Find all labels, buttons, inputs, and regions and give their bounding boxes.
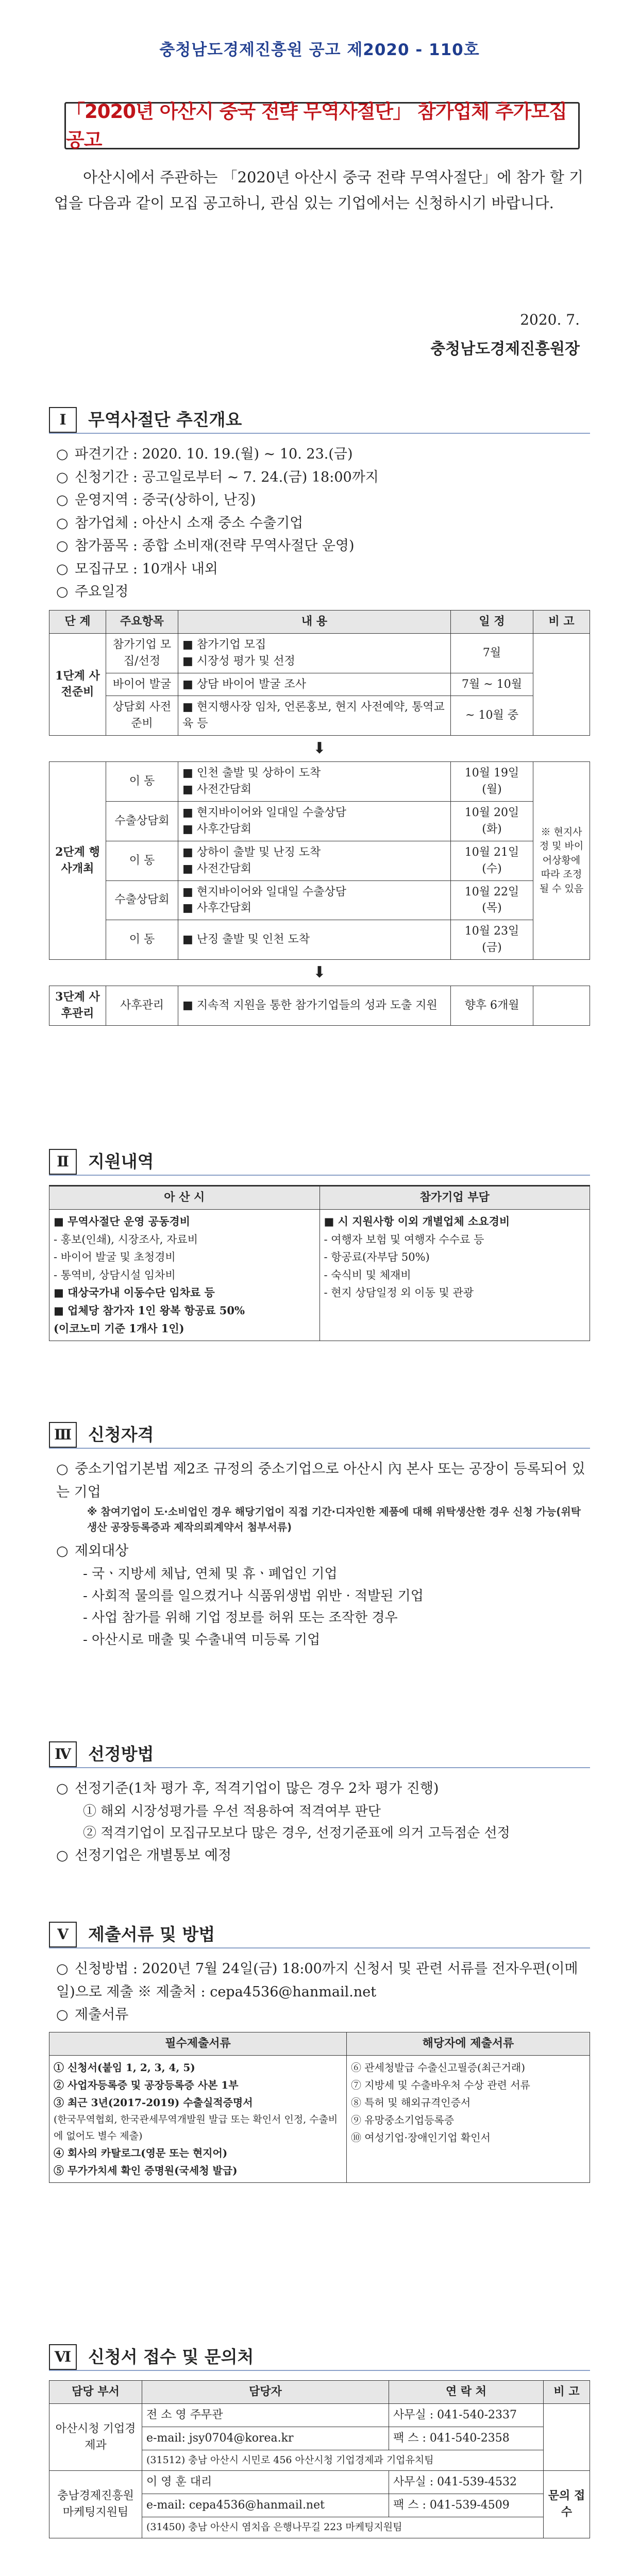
title-box bbox=[64, 102, 580, 149]
schedule-table-pre: 단 계 주요항목 내 용 일 정 비 고 1단계 사전준비 참가기업 모집/선정 ■ 참가기업 모집 ■ 시장성 평가 및 선정 7월 바이어 발굴 ■ 상담 바이어 발굴 조사 7월 ~ 10월 상담회 사전준비 ■ 현지행사장 임차, 언론홍보, 현지 사전예약, 통역교육 등 ~ 10월 중 bbox=[49, 610, 590, 736]
documents-table: 필수제출서류 해당자에 제출서류 ① 신청서(붙임 1, 2, 3, 4, 5) ② 사업자등록증 및 공장등록증 사본 1부 ③ 최근 3년(2017-2019) 수출실적증명서 (한국무역협회, 한국관세무역개발원 발급 또는 확인서 인정, 수출비에 없어도 별수 제출) ④ 회사의 카탈로그(영문 또는 현지어) ⑤ 무가가치세 확인 증명원(국세청 발급) ⑥ 관세청발급 수출신고필증(최근거래) ⑦ 지방세 및 수출바우처 수상 관련 서류 ⑧ 특허 및 해외규격인증서 ⑨ 유망중소기업등록증 ⑩ 여성기업·장애인기업 확인서 bbox=[49, 2032, 590, 2183]
support-table: 아 산 시 참가기업 부담 ■ 무역사절단 운영 공동경비 - 홍보(인쇄), 시장조사, 자료비 - 바이어 발굴 및 초청경비 - 통역비, 상담시설 임차비 ■ 대상국가내 이동수단 임차료 등 ■ 업체당 참가자 1인 왕복 항공료 50% (이코노미 기준 1개사 1인) ■ 시 지원사항 이외 개별업체 소요경비 - 여행자 보험 및 여행자 수수료 등 - 항공료(자부담 50%) - 숙식비 및 체재비 - 현지 상담일정 외 이동 및 관광 bbox=[49, 1185, 590, 1341]
contact-table: 담당 부서 담당자 연 락 처 비 고 아산시청 기업경제과 전 소 영 주무관 사무실 : 041-540-2337 e-mail: jsy0704@korea.kr 팩 스 : 041-540-2358 (31512) 충남 아산시 시민로 456 아산시청 기업경제과 기업유치팀 충남경제진흥원 마케팅지원팀 이 영 훈 대리 사무실 : 041-539-4532 문의 접수 e-mail: cepa4536@hanmail.net 팩 스 : 041-539-4509 (31450) 충남 아산시 염치읍 은행나무길 223 마케팅지원팀 bbox=[49, 2380, 590, 2538]
section-number: Ⅵ bbox=[49, 2344, 77, 2370]
section-header bbox=[49, 1741, 590, 1768]
section-title: 신청자격 bbox=[88, 1425, 154, 1445]
section-number: Ⅰ bbox=[49, 407, 77, 433]
page-title: 「2020년 아산시 중국 전략 무역사절단」 참가업체 추가모집 공고 bbox=[66, 100, 567, 151]
notice-number: 충청남도경제진흥원 공고 제2020 - 110호 bbox=[159, 41, 480, 59]
stage-label: 3단계 사후관리 bbox=[49, 986, 106, 1026]
section-title: 선정방법 bbox=[88, 1744, 154, 1765]
bullet-item: ○ 주요일정 bbox=[56, 584, 129, 600]
section-title: 무역사절단 추진개요 bbox=[88, 410, 242, 430]
bullet-item: ○ 모집규모 : 10개사 내외 bbox=[56, 561, 218, 577]
section-header bbox=[49, 1149, 590, 1176]
contact-email[interactable]: e-mail: jsy0704@korea.kr bbox=[142, 2427, 389, 2450]
bullet-item: ○ 신청기간 : 공고일로부터 ~ 7. 24.(금) 18:00까지 bbox=[56, 469, 379, 485]
bullet-item: ○ 파견기간 : 2020. 10. 19.(월) ~ 10. 23.(금) bbox=[56, 446, 353, 462]
section-documents: Ⅴ 제출서류 및 방법 ○ 신청방법 : 2020년 7월 24일(금) 18:00까지 신청서 및 관련 서류를 전자우편(이메일)으로 제출 ※ 제출처 : cepa4536@hanmail.net ○ 제출서류 필수제출서류 해당자에 제출서류 ① 신청서(붙임 1, 2, 3, 4, 5) ② 사업자등록증 및 공장등록증 사본 1부 ③ 최근 3년(2017-2019) 수출실적증명서 (한국무역협회, 한국관세무역개발원 발급 또는 확인서 인정, 수출비에 없어도 별수 제출) ④ 회사의 카탈로그(영문 또는 현지어) ⑤ 무가가치세 확인 증명원(국세청 발급) ⑥ 관세청발급 수출신고필증(최근거래) ⑦ 지방세 및 수출바우처 수상 관련 서류 ⑧ 특허 및 해외규격인증서 ⑨ 유망중소기업등록증 ⑩ 여성기업·장애인기업 확인서 bbox=[49, 1922, 590, 2183]
section-title: 신청서 접수 및 문의처 bbox=[88, 2347, 254, 2367]
notice-date: 2020. 7. bbox=[520, 311, 580, 328]
issuer: 충청남도경제진흥원장 bbox=[430, 340, 580, 358]
section-overview bbox=[49, 407, 590, 1026]
section-header bbox=[49, 1422, 590, 1449]
arrow-down-icon: ⬇ bbox=[313, 963, 326, 982]
section-number: Ⅴ bbox=[49, 1922, 77, 1947]
contact-email[interactable]: e-mail: cepa4536@hanmail.net bbox=[142, 2494, 389, 2517]
section-eligibility: Ⅲ 신청자격 ○ 중소기업기본법 제2조 규정의 중소기업으로 아산시 內 본사 또는 공장이 등록되어 있는 기업 ※ 참여기업이 도·소비업인 경우 해당기업이 직접 기간·디자인한 제품에 대해 위탁생산한 경우 신청 가능(위탁생산 공장등록증과 제작의뢰계약서 첨부서류) ○ 제외대상 - 국ㆍ지방세 체납, 연체 및 휴ㆍ폐업인 기업 - 사회적 물의를 일으켰거나 식품위생법 위반 · 적발된 기업 - 사업 참가를 위해 기업 정보를 허위 또는 조작한 경우 - 아산시로 매출 및 수출내역 미등록 기업 bbox=[49, 1422, 590, 1651]
intro-paragraph: 아산시에서 주관하는 「2020년 아산시 중국 전략 무역사절단」에 참가 할 기업을 다음과 같이 모집 공고하니, 관심 있는 기업에서는 신청하시기 바랍니다. bbox=[54, 168, 584, 212]
schedule-table-main: 2단계 행사개최 이 동 ■ 인천 출발 및 상하이 도착 ■ 사전간담회 10월 19일(월) ※ 현지사정 및 바이어상황에 따라 조정 될 수 있음 수출상담회 ■ 현지바이어와 일대일 수출상담 ■ 사후간담회 10월 20일(화) 이 동 ■ 상하이 출발 및 난징 도착 ■ 사전간담회 10월 21일(수) 수출상담회 ■ 현지바이어와 일대일 수출상담 ■ 사후간담회 10월 22일(목) 이 동 ■ 난징 출발 및 인천 도착 10월 23일(금) bbox=[49, 761, 590, 960]
section-title: 지원내역 bbox=[88, 1151, 154, 1172]
section-selection: Ⅳ 선정방법 ○ 선정기준(1차 평가 후, 적격기업이 많은 경우 2차 평가 진행) ① 해외 시장성평가를 우선 적용하여 적격여부 판단 ② 적격기업이 모집규모보다 많은 경우, 선정기준표에 의거 고득점순 선정 ○ 선정기업은 개별통보 예정 bbox=[49, 1741, 590, 1868]
bullet-item: ○ 운영지역 : 중국(상하이, 난징) bbox=[56, 492, 256, 509]
section-header bbox=[49, 1922, 590, 1948]
section-header bbox=[49, 2344, 590, 2371]
section-number: Ⅳ bbox=[49, 1741, 77, 1767]
stage-label: 1단계 사전준비 bbox=[49, 633, 106, 735]
section-number: Ⅱ bbox=[49, 1149, 77, 1175]
schedule-table-post: 3단계 사후관리 사후관리 ■ 지속적 지원을 통한 참가기업들의 성과 도출 지원 향후 6개월 bbox=[49, 986, 590, 1026]
arrow-down-icon: ⬇ bbox=[313, 739, 326, 758]
section-support bbox=[49, 1149, 590, 1341]
section-contact bbox=[49, 2344, 590, 2538]
bullet-item: ○ 참가품목 : 종합 소비재(전략 무역사절단 운영) bbox=[56, 538, 355, 554]
section-title: 제출서류 및 방법 bbox=[88, 1924, 215, 1945]
bullet-item: ○ 참가업체 : 아산시 소재 중소 수출기업 bbox=[56, 515, 304, 531]
stage-label: 2단계 행사개최 bbox=[49, 762, 106, 960]
section-number: Ⅲ bbox=[49, 1422, 77, 1448]
section-header bbox=[49, 407, 590, 434]
